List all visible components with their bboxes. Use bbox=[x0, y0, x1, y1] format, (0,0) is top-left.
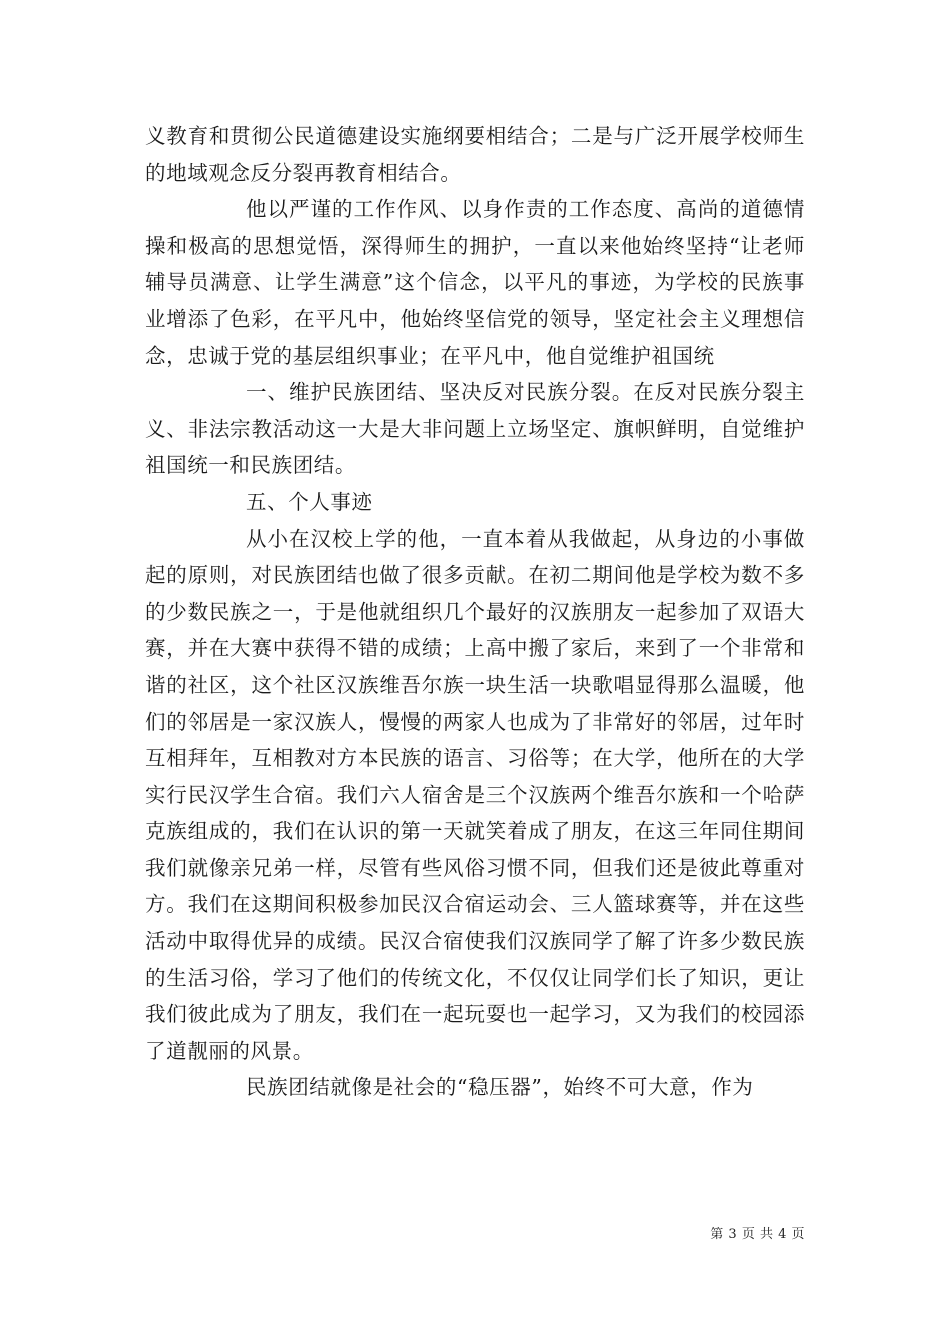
paragraph-continuation: 义教育和贯彻公民道德建设实施纲要相结合；二是与广泛开展学校师生的地域观念反分裂再教育相结合。 bbox=[145, 124, 805, 185]
page-number-footer: 第 3 页 共 4 页 bbox=[710, 1227, 805, 1242]
section-heading-personal-deeds: 五、个人事迹 bbox=[246, 489, 373, 514]
document-body bbox=[145, 118, 805, 1106]
paragraph-personal-deeds: 从小在汉校上学的他，一直本着从我做起，从身边的小事做起的原则，对民族团结也做了很多贡献。在初二期间他是学校为数不多的少数民族之一，于是他就组织几个最好的汉族朋友一起参加了双语大赛，并在大赛中获得不错的成绩；上高中搬了家后，来到了一个非常和谐的社区，这个社区汉族维吾尔族一块生活一块歌唱显得那么温暖，他们的邻居是一家汉族人，慢慢的两家人也成为了非常好的邻居，过年时互相拜年，互相教对方本民族的语言、习俗等；在大学，他所在的大学实行民汉学生合宿。我们六人宿舍是三个汉族两个维吾尔族和一个哈萨克族组成的，我们在认识的第一天就笑着成了朋友，在这三年同住期间我们就像亲兄弟一样，尽管有些风俗习惯不同，但我们还是彼此尊重对方。我们在这期间积极参加民汉合宿运动会、三人篮球赛等，并在这些活动中取得优异的成绩。民汉合宿使我们汉族同学了解了许多少数民族的生活习俗，学习了他们的传统文化，不仅仅让同学们长了知识，更让我们彼此成为了朋友，我们在一起玩耍也一起学习，又为我们的校园添了道靓丽的风景。 bbox=[145, 526, 805, 1063]
paragraph-section-one: 一、维护民族团结、坚决反对民族分裂。在反对民族分裂主义、非法宗教活动这一大是大非问题上立场坚定、旗帜鲜明，自觉维护祖国统一和民族团结。 bbox=[145, 380, 805, 478]
paragraph-stabilizer: 民族团结就像是社会的“稳压器”，始终不可大意，作为 bbox=[246, 1075, 754, 1100]
paragraph-work-style: 他以严谨的工作作风、以身作责的工作态度、高尚的道德情操和极高的思想觉悟，深得师生的拥护，一直以来他始终坚持“让老师辅导员满意、让学生满意”这个信念，以平凡的事迹，为学校的民族事业增添了色彩，在平凡中，他始终坚信党的领导，坚定社会主义理想信念，忠诚于党的基层组织事业；在平凡中，他自觉维护祖国统 bbox=[145, 197, 805, 368]
